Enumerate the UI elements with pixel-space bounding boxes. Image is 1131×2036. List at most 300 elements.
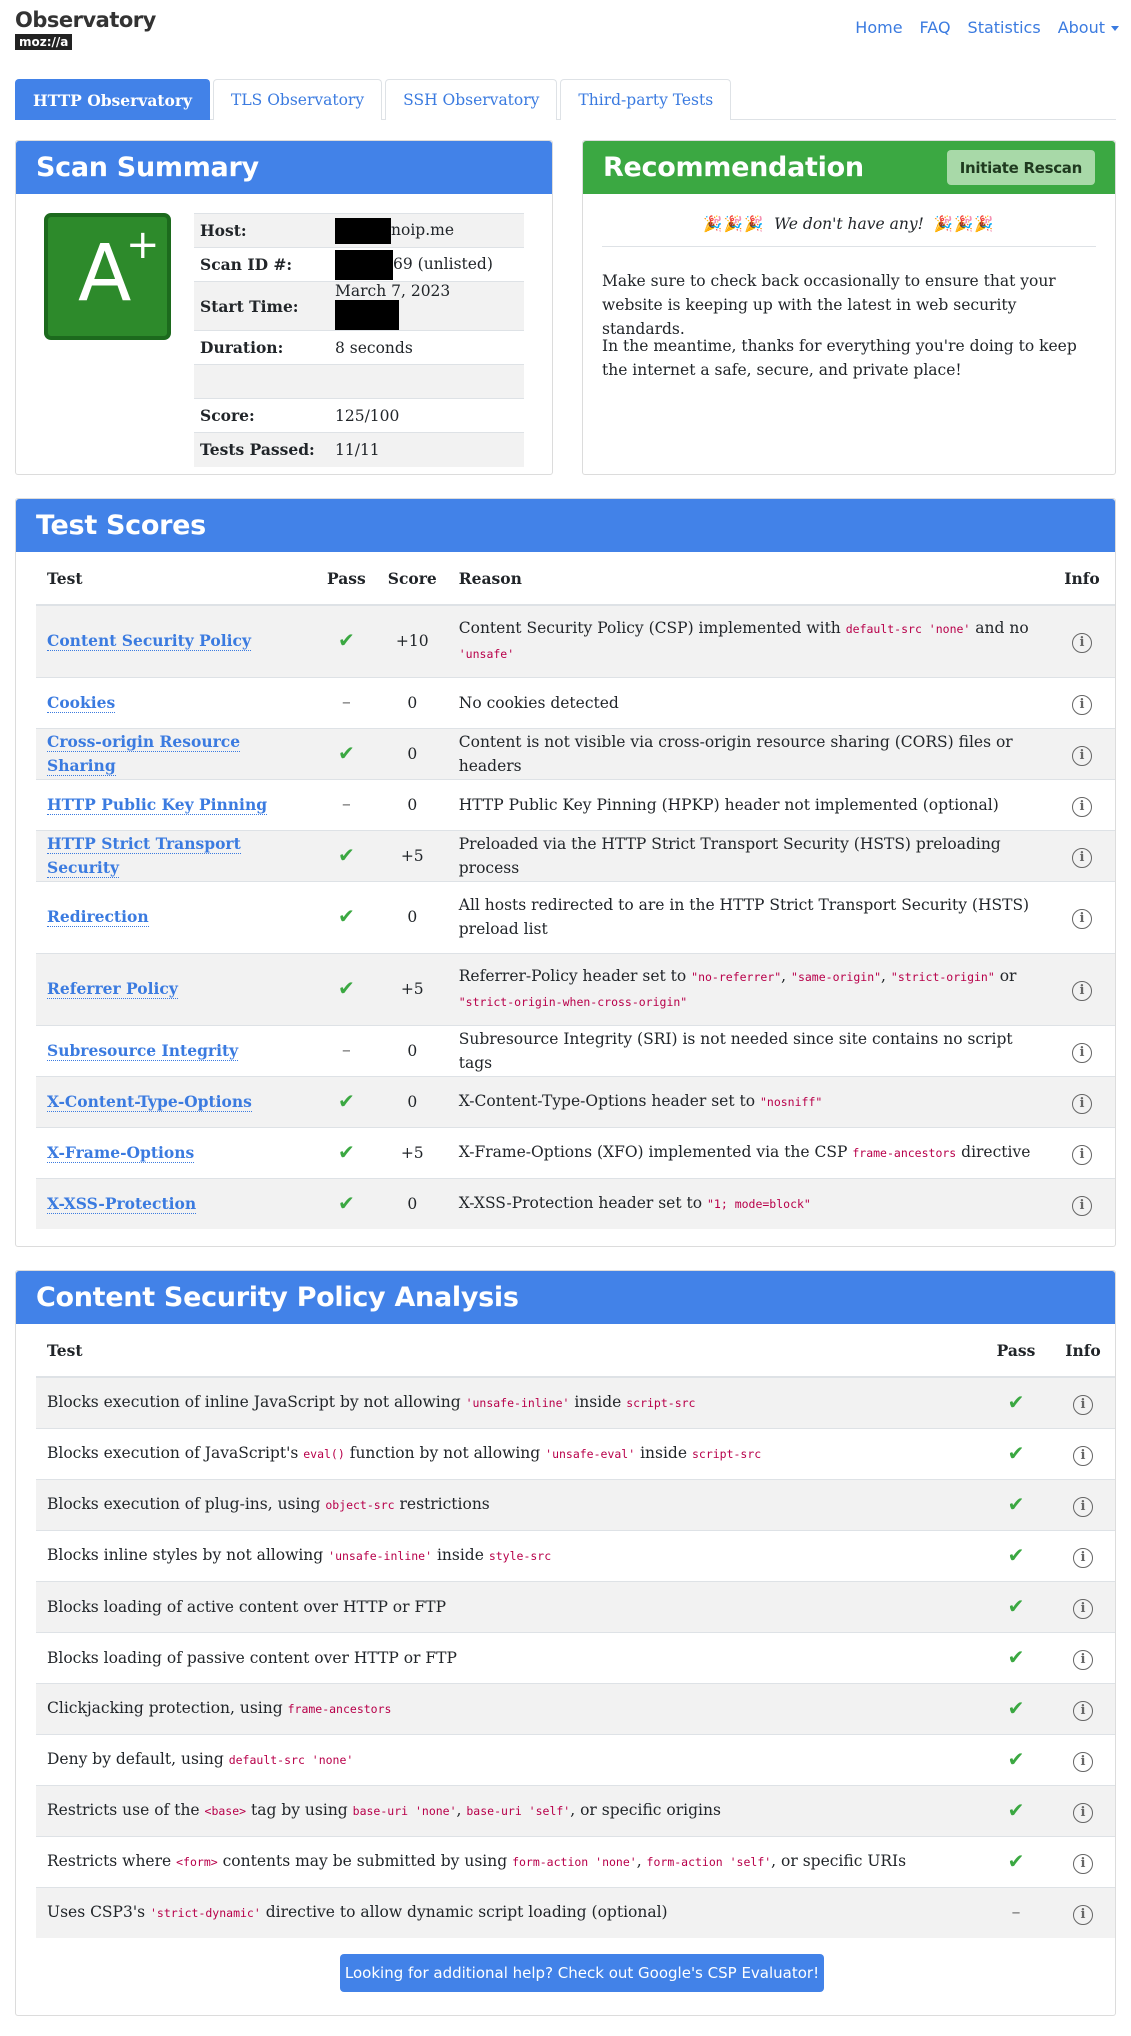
pass-cell — [316, 1076, 377, 1127]
info-icon[interactable]: i — [1072, 981, 1092, 1001]
table-header-row — [36, 1324, 1115, 1377]
test-link[interactable]: HTTP Public Key Pinning — [47, 794, 268, 814]
code-snippet: style-src — [488, 1549, 552, 1563]
check-icon: ✔ — [1007, 1440, 1025, 1465]
code-snippet: "strict-origin" — [890, 970, 995, 984]
table-row — [36, 953, 1115, 1025]
tab-http-observatory[interactable]: HTTP Observatory — [15, 79, 210, 120]
test-link[interactable]: X-Content-Type-Options — [47, 1091, 252, 1111]
code-snippet: base-uri 'self' — [466, 1804, 571, 1818]
text-fragment: Preloaded via the HTTP Strict Transport Security (HSTS) preloading process — [458, 834, 1001, 877]
pass-cell — [981, 1530, 1051, 1581]
initiate-rescan-button[interactable]: Initiate Rescan — [947, 150, 1095, 185]
info-cell — [1049, 881, 1115, 953]
nav-home-link[interactable]: Home — [855, 18, 903, 37]
table-row — [36, 881, 1115, 953]
observatory-tabs — [15, 79, 1116, 120]
test-link[interactable]: X-Frame-Options — [47, 1142, 195, 1162]
summary-key — [194, 365, 329, 399]
info-cell — [1051, 1785, 1115, 1836]
brand-title: Observatory — [15, 8, 156, 32]
check-icon: ✔ — [337, 1088, 355, 1113]
check-icon: ✔ — [337, 1139, 355, 1164]
table-row — [36, 605, 1115, 677]
text-fragment: Referrer-Policy header set to — [458, 967, 692, 985]
info-icon[interactable]: i — [1072, 909, 1092, 929]
info-icon[interactable]: i — [1073, 1854, 1093, 1874]
scan-summary-card — [15, 140, 553, 475]
info-cell — [1051, 1428, 1115, 1479]
text-fragment: inside — [432, 1546, 489, 1564]
table-row — [36, 1377, 1115, 1428]
check-icon: ✔ — [337, 628, 355, 653]
score-cell: 0 — [377, 1178, 448, 1229]
reason-cell — [448, 1025, 1049, 1076]
check-icon: ✔ — [1007, 1797, 1025, 1822]
csp-test-cell — [36, 1836, 981, 1887]
score-cell: 0 — [377, 1025, 448, 1076]
text-fragment: Blocks inline styles by not allowing — [47, 1546, 329, 1564]
tests-passed-value: 11/11 — [329, 433, 524, 467]
info-icon[interactable]: i — [1073, 1650, 1093, 1670]
col-reason: Reason — [448, 552, 1049, 605]
check-icon: ✔ — [1007, 1848, 1025, 1873]
test-name-cell — [36, 677, 316, 728]
caret-down-icon — [1111, 26, 1119, 31]
csp-test-cell — [36, 1632, 981, 1683]
summary-row-score — [194, 399, 524, 433]
pass-cell — [981, 1632, 1051, 1683]
info-icon[interactable]: i — [1072, 695, 1092, 715]
dash-icon: – — [1011, 1901, 1021, 1923]
csp-analysis-body — [36, 1377, 1115, 1938]
summary-row-scan-id — [194, 248, 524, 282]
text-fragment: directive to allow dynamic script loading (optional) — [260, 1903, 668, 1922]
info-icon[interactable]: i — [1072, 1196, 1092, 1216]
text-fragment: Subresource Integrity (SRI) is not needed since site contains no script tags — [458, 1029, 1013, 1072]
info-cell — [1049, 1025, 1115, 1076]
table-header-row — [36, 552, 1115, 605]
pass-cell — [316, 605, 377, 677]
code-snippet: default-src 'none' — [228, 1753, 354, 1767]
text-fragment: Uses CSP3's — [47, 1903, 150, 1922]
score-cell: +10 — [377, 605, 448, 677]
nav-statistics-link[interactable]: Statistics — [967, 18, 1041, 37]
pass-cell — [981, 1887, 1051, 1938]
info-icon[interactable]: i — [1072, 1094, 1092, 1114]
summary-value-start-time — [329, 282, 524, 331]
test-link[interactable]: Cookies — [47, 692, 116, 712]
csp-test-cell — [36, 1887, 981, 1938]
test-link[interactable]: Cross-origin Resource Sharing — [47, 731, 241, 775]
pass-cell — [981, 1581, 1051, 1632]
pass-cell — [981, 1836, 1051, 1887]
score-cell: 0 — [377, 1076, 448, 1127]
pass-cell — [316, 881, 377, 953]
test-scores-card — [15, 498, 1116, 1247]
test-name-cell — [36, 881, 316, 953]
text-fragment: function by not allowing — [344, 1444, 546, 1462]
pass-cell — [316, 779, 377, 830]
text-fragment: , or specific URIs — [771, 1852, 907, 1870]
code-snippet: form-action 'none' — [512, 1855, 637, 1869]
info-icon[interactable]: i — [1073, 1548, 1093, 1568]
text-fragment: , or specific origins — [570, 1801, 721, 1819]
code-snippet: 'strict-dynamic' — [149, 1906, 261, 1921]
test-link[interactable]: HTTP Strict Transport Security — [47, 833, 241, 877]
table-row — [36, 677, 1115, 728]
info-icon[interactable]: i — [1073, 1395, 1093, 1415]
test-link[interactable]: Redirection — [47, 907, 149, 926]
summary-key: Host: — [194, 214, 329, 248]
pass-cell — [316, 953, 377, 1025]
reason-cell — [448, 605, 1049, 677]
reason-cell — [448, 1127, 1049, 1178]
pass-cell — [981, 1683, 1051, 1734]
table-row — [36, 1836, 1115, 1887]
score-cell: 0 — [377, 677, 448, 728]
reason-cell — [448, 728, 1049, 779]
table-row — [36, 1734, 1115, 1785]
scan-summary-table — [194, 213, 524, 467]
redaction-box — [335, 250, 393, 280]
party-popper-icon: 🎉🎉🎉 — [933, 215, 995, 233]
info-icon[interactable]: i — [1073, 1905, 1093, 1925]
info-cell — [1049, 728, 1115, 779]
csp-test-cell — [36, 1377, 981, 1428]
info-cell — [1049, 830, 1115, 881]
info-cell — [1051, 1836, 1115, 1887]
check-icon: ✔ — [337, 842, 355, 867]
table-row — [36, 1530, 1115, 1581]
text-fragment: X-Frame-Options (XFO) implemented via the CSP — [458, 1143, 853, 1161]
text-fragment: , — [456, 1801, 467, 1819]
table-row — [36, 830, 1115, 881]
text-fragment: X-XSS-Protection header set to — [458, 1194, 707, 1213]
code-snippet: object-src — [325, 1498, 395, 1512]
table-row — [36, 1785, 1115, 1836]
test-name-cell — [36, 1178, 316, 1229]
info-icon[interactable]: i — [1072, 1043, 1092, 1063]
text-fragment: No cookies detected — [458, 693, 619, 712]
csp-test-cell — [36, 1581, 981, 1632]
start-time-value: March 7, 2023 — [335, 282, 451, 300]
table-row — [36, 779, 1115, 830]
summary-row-tests-passed — [194, 433, 524, 467]
code-snippet: 'unsafe' — [458, 647, 515, 662]
test-name-cell — [36, 779, 316, 830]
text-fragment: Clickjacking protection, using — [47, 1699, 288, 1717]
test-name-cell — [36, 605, 316, 677]
scan-id-value: 69 (unlisted) — [393, 254, 493, 273]
info-cell — [1049, 1076, 1115, 1127]
code-snippet: <form> — [176, 1855, 218, 1869]
score-value: 125/100 — [329, 399, 524, 433]
code-snippet: "no-referrer" — [691, 970, 782, 984]
party-popper-icon: 🎉🎉🎉 — [703, 215, 765, 233]
table-row — [36, 1887, 1115, 1938]
check-icon: ✔ — [1007, 1593, 1025, 1618]
test-link[interactable]: Content Security Policy — [47, 631, 251, 651]
check-icon: ✔ — [1007, 1542, 1025, 1567]
pass-cell — [981, 1785, 1051, 1836]
text-fragment: directive — [956, 1143, 1031, 1161]
col-score: Score — [377, 552, 448, 605]
nav-about-dropdown[interactable] — [1058, 18, 1119, 37]
reason-cell — [448, 830, 1049, 881]
mozilla-logo: moz://a — [15, 34, 72, 50]
reason-cell — [448, 881, 1049, 953]
top-navbar — [0, 0, 1131, 72]
code-snippet: script-src — [691, 1447, 762, 1461]
summary-key: Score: — [194, 399, 329, 433]
host-value: noip.me — [391, 220, 454, 239]
test-name-cell — [36, 953, 316, 1025]
table-row — [36, 1428, 1115, 1479]
info-cell — [1051, 1479, 1115, 1530]
text-fragment: tag by using — [246, 1801, 353, 1819]
code-snippet: default-src 'none' — [845, 622, 971, 637]
recommendation-title: Recommendation — [603, 152, 864, 183]
grade-badge — [44, 213, 171, 340]
test-scores-body — [36, 605, 1115, 1229]
reason-cell — [448, 1076, 1049, 1127]
test-name-cell — [36, 1127, 316, 1178]
summary-row-host — [194, 214, 524, 248]
text-fragment: inside — [635, 1444, 692, 1462]
check-icon: ✔ — [1007, 1746, 1025, 1771]
recommendation-headline — [602, 215, 1096, 247]
score-cell: +5 — [377, 1127, 448, 1178]
info-icon[interactable]: i — [1072, 746, 1092, 766]
code-snippet: "strict-origin-when-cross-origin" — [458, 995, 688, 1009]
brand-logo[interactable] — [15, 8, 156, 50]
summary-row-duration — [194, 331, 524, 365]
info-icon[interactable]: i — [1073, 1752, 1093, 1772]
code-snippet: base-uri 'none' — [352, 1804, 457, 1818]
text-fragment: , — [636, 1852, 647, 1870]
summary-row-spacer — [194, 365, 524, 399]
col-info: Info — [1051, 1324, 1115, 1377]
recommendation-paragraph-1: Make sure to check back occasionally to ensure that your website is keeping up with the latest in web security standards. — [602, 272, 1056, 338]
check-icon: ✔ — [337, 1190, 355, 1215]
code-snippet: frame-ancestors — [852, 1146, 957, 1160]
duration-value: 8 seconds — [329, 331, 524, 365]
text-fragment: Blocks loading of passive content over HTTP or FTP — [47, 1648, 457, 1667]
csp-test-cell — [36, 1785, 981, 1836]
main-nav — [855, 18, 1119, 37]
pass-cell — [981, 1734, 1051, 1785]
redaction-box — [335, 300, 399, 330]
info-cell — [1051, 1734, 1115, 1785]
text-fragment: Restricts use of the — [47, 1801, 205, 1819]
summary-value-scan-id — [329, 248, 524, 282]
info-cell — [1049, 1127, 1115, 1178]
pass-cell — [981, 1377, 1051, 1428]
recommendation-card — [582, 140, 1116, 475]
code-snippet: "nosniff" — [759, 1095, 823, 1109]
col-pass: Pass — [316, 552, 377, 605]
test-name-cell — [36, 830, 316, 881]
check-icon: ✔ — [1007, 1491, 1025, 1516]
test-scores-title: Test Scores — [16, 499, 1115, 552]
check-icon: ✔ — [337, 740, 355, 765]
pass-cell — [316, 728, 377, 779]
text-fragment: Restricts where — [47, 1852, 177, 1870]
check-icon: ✔ — [1007, 1389, 1025, 1414]
text-fragment: contents may be submitted by using — [217, 1852, 513, 1870]
text-fragment: Blocks execution of plug-ins, using — [47, 1495, 326, 1513]
tab-third-party-tests[interactable]: Third-party Tests — [560, 79, 731, 120]
info-icon[interactable]: i — [1073, 1446, 1093, 1466]
headline-text: We don't have any! — [774, 215, 924, 233]
text-fragment: Blocks execution of JavaScript's — [47, 1444, 304, 1462]
test-name-cell — [36, 1025, 316, 1076]
text-fragment: Content is not visible via cross-origin resource sharing (CORS) files or headers — [458, 732, 1013, 775]
reason-cell — [448, 1178, 1049, 1229]
check-icon: ✔ — [1007, 1644, 1025, 1669]
score-cell: 0 — [377, 728, 448, 779]
code-snippet: eval() — [303, 1447, 345, 1461]
table-row — [36, 1479, 1115, 1530]
score-cell: +5 — [377, 830, 448, 881]
info-cell — [1049, 1178, 1115, 1229]
test-link[interactable]: Referrer Policy — [47, 979, 178, 998]
test-scores-table — [36, 552, 1115, 1229]
info-cell — [1049, 677, 1115, 728]
code-snippet: "same-origin" — [791, 970, 882, 984]
table-row — [36, 1683, 1115, 1734]
pass-cell — [316, 830, 377, 881]
text-fragment: All hosts redirected to are in the HTTP Strict Transport Security (HSTS) preload list — [458, 896, 1030, 938]
nav-faq-link[interactable]: FAQ — [919, 18, 951, 37]
check-icon: ✔ — [1007, 1695, 1025, 1720]
info-cell — [1051, 1377, 1115, 1428]
csp-test-cell — [36, 1479, 981, 1530]
summary-spacer-value — [329, 365, 524, 399]
reason-cell — [448, 677, 1049, 728]
reason-cell — [448, 779, 1049, 830]
pass-cell — [981, 1428, 1051, 1479]
csp-analysis-table — [36, 1324, 1115, 1938]
score-cell: 0 — [377, 779, 448, 830]
csp-analysis-title: Content Security Policy Analysis — [16, 1271, 1115, 1324]
redaction-box — [335, 218, 391, 244]
check-icon: ✔ — [337, 904, 355, 928]
summary-value-host — [329, 214, 524, 248]
csp-test-cell — [36, 1428, 981, 1479]
info-icon[interactable]: i — [1072, 797, 1092, 817]
test-link[interactable]: Subresource Integrity — [47, 1040, 239, 1060]
test-link[interactable]: X-XSS-Protection — [47, 1193, 197, 1213]
table-row — [36, 1025, 1115, 1076]
grade-modifier: + — [126, 222, 160, 268]
info-cell — [1051, 1581, 1115, 1632]
csp-evaluator-button[interactable]: Looking for additional help? Check out Google's CSP Evaluator! — [340, 1954, 824, 1992]
dash-icon: – — [341, 1039, 351, 1061]
col-test: Test — [36, 1324, 981, 1377]
csp-test-cell — [36, 1683, 981, 1734]
text-fragment: , — [881, 967, 891, 985]
table-row — [36, 1632, 1115, 1683]
text-fragment: or — [994, 967, 1017, 985]
score-cell: +5 — [377, 953, 448, 1025]
code-snippet: frame-ancestors — [287, 1702, 392, 1716]
recommendation-paragraph-2: In the meantime, thanks for everything you're doing to keep the internet a safe, secure, and private place! — [602, 337, 1077, 379]
info-icon[interactable]: i — [1072, 633, 1092, 653]
info-cell — [1049, 953, 1115, 1025]
test-name-cell — [36, 728, 316, 779]
info-icon[interactable]: i — [1073, 1497, 1093, 1517]
text-fragment: Content Security Policy (CSP) implemented with — [458, 619, 846, 638]
text-fragment: HTTP Public Key Pinning (HPKP) header not implemented (optional) — [458, 795, 999, 814]
test-name-cell — [36, 1076, 316, 1127]
recommendation-header — [583, 141, 1115, 194]
code-snippet: 'unsafe-inline' — [328, 1549, 433, 1563]
code-snippet: 'unsafe-eval' — [545, 1447, 636, 1461]
info-icon[interactable]: i — [1073, 1599, 1093, 1619]
csp-test-cell — [36, 1734, 981, 1785]
table-row — [36, 1178, 1115, 1229]
code-snippet: script-src — [626, 1396, 696, 1411]
code-snippet: form-action 'self' — [646, 1855, 772, 1869]
pass-cell — [316, 1127, 377, 1178]
dash-icon: – — [341, 691, 351, 713]
text-fragment: restrictions — [394, 1495, 490, 1513]
text-fragment: and no — [970, 619, 1029, 638]
summary-key: Tests Passed: — [194, 433, 329, 467]
summary-key: Start Time: — [194, 282, 329, 331]
info-cell — [1051, 1632, 1115, 1683]
text-fragment: , — [781, 967, 792, 985]
table-row — [36, 728, 1115, 779]
info-icon[interactable]: i — [1073, 1803, 1093, 1823]
info-cell — [1049, 605, 1115, 677]
score-cell: 0 — [377, 881, 448, 953]
pass-cell — [316, 677, 377, 728]
table-row — [36, 1127, 1115, 1178]
reason-cell — [448, 953, 1049, 1025]
scan-summary-title: Scan Summary — [16, 141, 552, 194]
table-row — [36, 1581, 1115, 1632]
pass-cell — [316, 1025, 377, 1076]
col-info: Info — [1049, 552, 1115, 605]
table-row — [36, 1076, 1115, 1127]
info-cell — [1051, 1887, 1115, 1938]
grade-letter: A — [78, 229, 132, 319]
text-fragment: X-Content-Type-Options header set to — [458, 1092, 760, 1110]
info-icon[interactable]: i — [1072, 848, 1092, 868]
text-fragment: inside — [569, 1393, 627, 1412]
col-pass: Pass — [981, 1324, 1051, 1377]
text-fragment: Blocks loading of active content over HTTP or FTP — [47, 1597, 446, 1616]
info-cell — [1051, 1683, 1115, 1734]
tab-ssh-observatory[interactable]: SSH Observatory — [385, 79, 557, 120]
csp-analysis-card — [15, 1270, 1116, 2016]
text-fragment: Blocks execution of inline JavaScript by not allowing — [47, 1393, 466, 1412]
tab-tls-observatory[interactable]: TLS Observatory — [213, 79, 382, 120]
pass-cell — [316, 1178, 377, 1229]
summary-row-start-time — [194, 282, 524, 331]
info-icon[interactable]: i — [1073, 1701, 1093, 1721]
col-test: Test — [36, 552, 316, 605]
info-icon[interactable]: i — [1072, 1145, 1092, 1165]
dash-icon: – — [341, 793, 351, 815]
info-cell — [1049, 779, 1115, 830]
code-snippet: "1; mode=block" — [707, 1197, 811, 1212]
summary-key: Scan ID #: — [194, 248, 329, 282]
csp-test-cell — [36, 1530, 981, 1581]
